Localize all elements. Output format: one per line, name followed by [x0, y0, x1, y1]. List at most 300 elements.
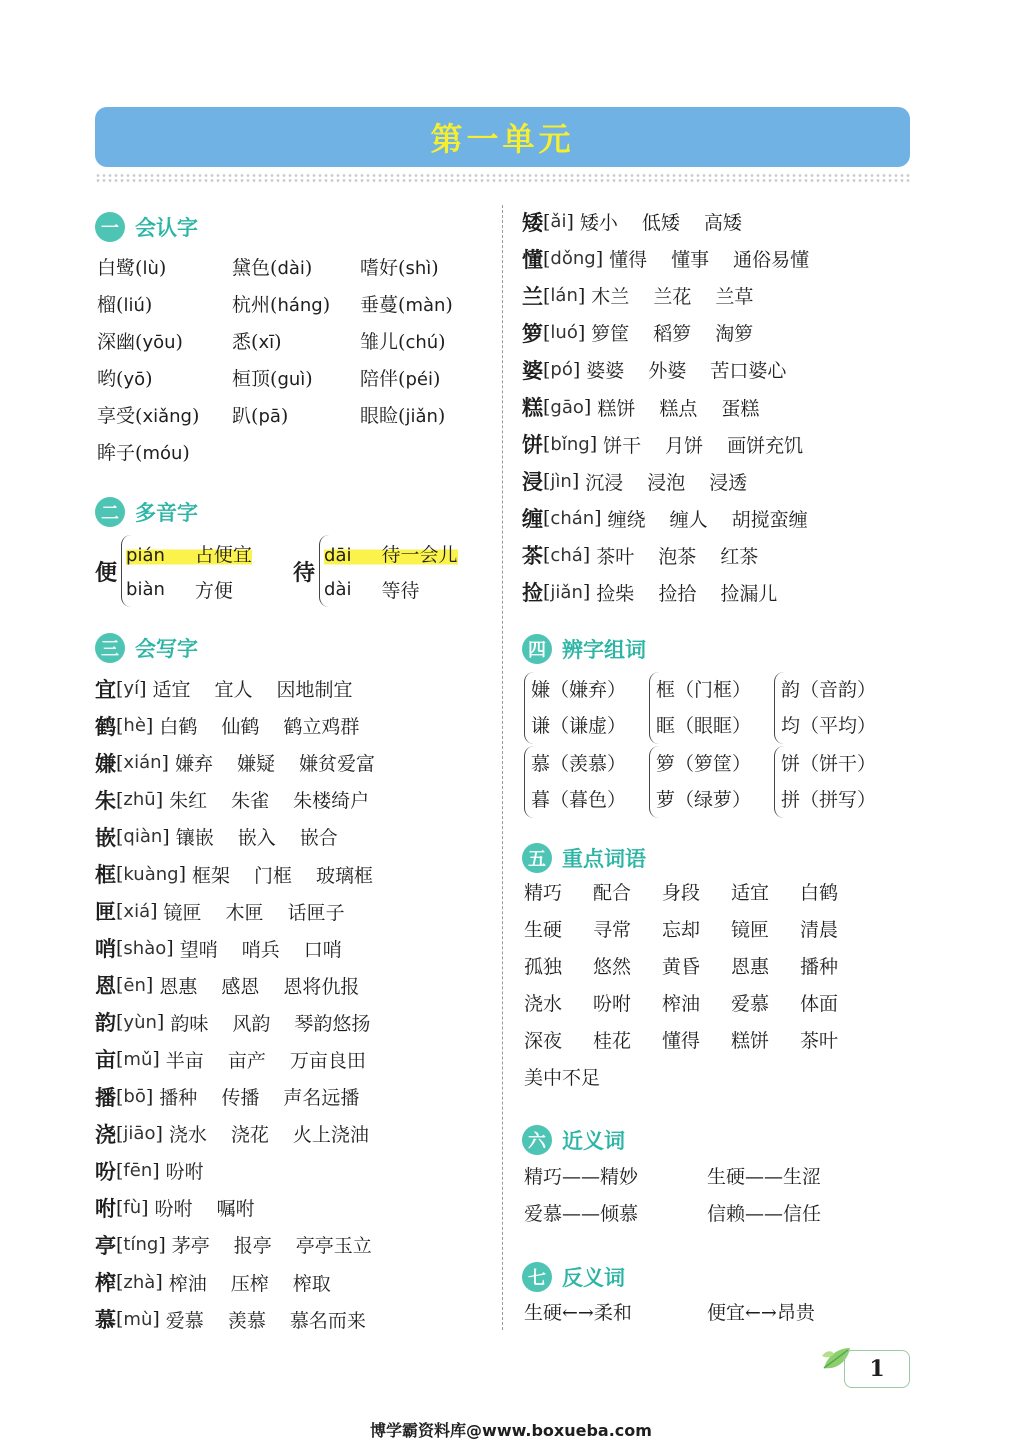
write-words [609, 245, 833, 272]
recognize-pinyin: guì [277, 369, 306, 390]
keyword: 美中不足 [524, 1067, 601, 1089]
write-words [591, 319, 777, 346]
section-title: 会认字 [135, 216, 198, 240]
recognize-pinyin: jiǎn [405, 406, 438, 427]
write-words [155, 1194, 279, 1221]
write-word: 传播 [221, 1087, 260, 1110]
write-word: 宜人 [214, 679, 253, 702]
polyphone-pinyin: dài [324, 578, 352, 600]
write-word: 韵味 [170, 1012, 209, 1035]
write-word: 茶叶 [596, 545, 635, 568]
write-pinyin: jiāo [123, 1123, 156, 1145]
write-word: 懂事 [671, 249, 710, 272]
write-char: 亩 [95, 1047, 116, 1073]
keyword: 悠然 [593, 956, 632, 978]
keyword: 白鹤 [800, 882, 839, 904]
write-word: 框架 [192, 864, 231, 887]
keyword: 孤独 [524, 956, 563, 978]
write-char: 榨 [95, 1270, 116, 1296]
section-title: 反义词 [562, 1266, 625, 1290]
write-words [172, 1231, 396, 1258]
write-pinyin: xiá [123, 900, 151, 922]
synonym-pair: 精巧——精妙 [524, 1166, 639, 1188]
write-pinyin: bō [123, 1086, 146, 1108]
write-word: 捡拾 [658, 582, 697, 605]
write-word: 缠绕 [607, 508, 646, 531]
section-number: 五 [522, 843, 552, 873]
write-pinyin: fù [123, 1197, 142, 1219]
distinguish-item: 萝（绿萝） [656, 789, 752, 811]
section-number: 六 [522, 1125, 552, 1155]
section-keywords-header [522, 843, 646, 873]
write-word: 半亩 [165, 1049, 204, 1072]
antonyms-grid [524, 1298, 857, 1335]
keyword: 吩咐 [593, 993, 632, 1015]
distinguish-pair [774, 746, 899, 818]
write-word: 因地制宜 [276, 679, 353, 702]
write-pinyin: mǔ [123, 1048, 153, 1070]
keyword: 桂花 [593, 1030, 632, 1052]
write-char: 浇 [95, 1121, 116, 1147]
write-row: 框 [ kuàng ] 框架 门框 玻璃框 [95, 855, 399, 892]
write-row: 嵌 [ qiàn ] 镶嵌 嵌入 嵌合 [95, 818, 399, 855]
section-title: 辨字组词 [562, 638, 646, 662]
distinguish-item: 框（门框） [656, 679, 752, 701]
write-word: 捡柴 [596, 582, 635, 605]
keyword: 浇水 [524, 993, 563, 1015]
write-pinyin: qiàn [123, 826, 163, 848]
unit-title: 第一单元 [430, 120, 575, 158]
distinguish-grid [524, 672, 899, 818]
recognize-item: 深幽(yōu) [97, 331, 183, 353]
section-number: 二 [95, 497, 125, 527]
write-words [169, 1269, 355, 1296]
write-words [170, 1009, 394, 1036]
distinguish-item: 眶（眼眶） [656, 715, 752, 737]
write-word: 慕名而来 [289, 1309, 366, 1332]
distinguish-pair [524, 672, 649, 744]
write-row: 嫌 [ xián ] 嫌弃 嫌疑 嫌贫爱富 [95, 744, 399, 781]
write-word: 榨取 [292, 1272, 331, 1295]
write-pinyin: fēn [123, 1160, 153, 1182]
recognize-word: 白鹭 [97, 257, 136, 279]
write-word: 嵌合 [299, 827, 338, 850]
write-pinyin: tíng [123, 1234, 159, 1256]
antonym-pair: 生硬←→柔和 [524, 1302, 632, 1324]
write-words [586, 356, 810, 383]
recognize-item: 榴(liú) [97, 294, 153, 316]
write-char: 吩 [95, 1158, 116, 1184]
write-char: 嫌 [95, 750, 116, 776]
section-write-header [95, 633, 198, 663]
write-word: 稻箩 [653, 323, 692, 346]
write-pinyin: xián [123, 752, 162, 774]
write-word: 箩筐 [591, 323, 630, 346]
section-synonyms-header [522, 1125, 625, 1155]
write-pinyin: yí [123, 678, 140, 700]
write-word: 朱楼绮户 [293, 790, 370, 813]
distinguish-item: 嫌（嫌弃） [531, 679, 627, 701]
write-words [166, 1306, 390, 1333]
write-words [596, 542, 782, 569]
keyword: 糕饼 [731, 1030, 770, 1052]
write-row: 箩 [ luó ] 箩筐 稻箩 淘箩 [522, 314, 833, 351]
write-word: 沉浸 [585, 471, 624, 494]
write-row: 榨 [ zhà ] 榨油 压榨 榨取 [95, 1264, 399, 1301]
write-pinyin: yùn [123, 1011, 157, 1033]
write-word: 嵌入 [237, 827, 276, 850]
recognize-word: 黛色 [232, 257, 271, 279]
write-row: 浇 [ jiāo ] 浇水 浇花 火上浇油 [95, 1115, 399, 1152]
write-word: 兰花 [653, 286, 692, 309]
write-pinyin: hè [123, 715, 146, 737]
recognize-pinyin: yō [123, 369, 146, 390]
write-word: 琴韵悠扬 [294, 1012, 371, 1035]
synonym-pair: 爱慕——倾慕 [524, 1203, 639, 1225]
write-word: 饼干 [603, 434, 642, 457]
recognize-pinyin: péi [405, 369, 433, 390]
write-char: 捡 [522, 580, 543, 606]
write-word: 羡慕 [227, 1309, 266, 1332]
recognize-pinyin: pā [258, 406, 281, 427]
write-char: 懂 [522, 246, 543, 272]
write-pinyin: pó [550, 359, 573, 381]
write-pinyin: ēn [123, 974, 146, 996]
synonym-pair: 生硬——生涩 [707, 1166, 822, 1188]
write-words [159, 972, 383, 999]
recognize-pinyin: yōu [142, 332, 176, 353]
section-title: 近义词 [562, 1129, 625, 1153]
write-row: 宜 [ yí ] 适宜 宜人 因地制宜 [95, 670, 399, 707]
write-words [175, 749, 399, 776]
keyword: 体面 [800, 993, 839, 1015]
recognize-item: 嗜好(shì) [360, 257, 439, 279]
write-words [159, 712, 383, 739]
keyword: 精巧 [524, 882, 563, 904]
recognize-item: 趴(pā) [232, 405, 289, 427]
write-pinyin: chá [550, 544, 583, 566]
recognize-word: 悉 [232, 331, 252, 353]
write-words [159, 1083, 383, 1110]
write-word: 糕点 [659, 397, 698, 420]
write-word: 鹤立鸡群 [283, 716, 360, 739]
write-words [591, 282, 777, 309]
write-word: 泡茶 [658, 545, 697, 568]
recognize-word: 深幽 [97, 331, 136, 353]
write-char: 朱 [95, 787, 116, 813]
keyword: 生硬 [524, 919, 563, 941]
write-row: 亭 [ tíng ] 茅亭 报亭 亭亭玉立 [95, 1226, 399, 1263]
write-row: 婆 [ pó ] 婆婆 外婆 苦口婆心 [522, 351, 833, 388]
write-pinyin: jìn [550, 470, 572, 492]
section-number: 七 [522, 1262, 552, 1292]
section-antonyms-header [522, 1262, 625, 1292]
recognize-pinyin: xiǎng [142, 406, 192, 427]
write-word: 镜匣 [163, 901, 202, 924]
write-char: 嵌 [95, 824, 116, 850]
write-word: 玻璃框 [316, 864, 374, 887]
write-row: 韵 [ yùn ] 韵味 风韵 琴韵悠扬 [95, 1004, 399, 1041]
keyword: 忘却 [662, 919, 701, 941]
write-words [597, 394, 783, 421]
write-word: 浇水 [168, 1124, 207, 1147]
write-char: 咐 [95, 1195, 116, 1221]
write-char: 亭 [95, 1232, 116, 1258]
write-word: 爱慕 [165, 1309, 204, 1332]
recognize-word: 享受 [97, 405, 136, 427]
section-number: 三 [95, 633, 125, 663]
write-word: 木匣 [225, 901, 264, 924]
write-words [596, 579, 801, 606]
write-char: 慕 [95, 1307, 116, 1333]
write-pinyin: bǐng [550, 433, 590, 455]
write-words [580, 208, 766, 235]
polyphone-pinyin: pián [126, 544, 165, 566]
keyword: 黄昏 [662, 956, 701, 978]
write-char: 缠 [522, 506, 543, 532]
section-number: 一 [95, 212, 125, 242]
polyphone-pinyin: biàn [126, 578, 165, 600]
dotted-divider [95, 173, 910, 183]
keyword: 身段 [662, 882, 701, 904]
write-word: 万亩良田 [289, 1049, 366, 1072]
write-row: 恩 [ ēn ] 恩惠 感恩 恩将仇报 [95, 967, 399, 1004]
write-pinyin: luó [550, 322, 578, 344]
recognize-pinyin: shì [405, 258, 432, 279]
write-word: 高矮 [703, 212, 742, 235]
write-word: 播种 [159, 1087, 198, 1110]
recognize-word: 趴 [232, 405, 252, 427]
write-row: 矮 [ ǎi ] 矮小 低矮 高矮 [522, 203, 833, 240]
recognize-item: 眸子(móu) [97, 442, 190, 464]
keyword: 清晨 [800, 919, 839, 941]
write-char: 鹤 [95, 713, 116, 739]
polyphone-char: 待 [293, 559, 316, 586]
keyword: 播种 [800, 956, 839, 978]
write-word: 外婆 [648, 360, 687, 383]
keyword: 镜匣 [731, 919, 770, 941]
recognize-item: 悉(xī) [232, 331, 282, 353]
write-char: 宜 [95, 676, 116, 702]
write-row: 朱 [ zhū ] 朱红 朱雀 朱楼绮户 [95, 781, 399, 818]
write-pinyin: kuàng [123, 863, 179, 885]
write-char: 哨 [95, 936, 116, 962]
write-word: 苦口婆心 [710, 360, 787, 383]
recognize-pinyin: háng [277, 295, 323, 316]
write-char: 饼 [522, 432, 543, 458]
polyphone-word: 方便 [194, 579, 233, 602]
recognize-item: 垂蔓(màn) [360, 294, 453, 316]
antonym-pair: 便宜←→昂贵 [707, 1302, 815, 1324]
write-word: 仙鹤 [221, 716, 260, 739]
recognize-item: 陪伴(péi) [360, 368, 441, 390]
write-row: 咐 [ fù ] 吩咐 嘱咐 [95, 1189, 399, 1226]
write-word: 报亭 [233, 1235, 272, 1258]
write-word: 话匣子 [287, 901, 345, 924]
polyphone-word: 待一会儿 [381, 543, 458, 566]
write-words [585, 468, 771, 495]
write-pinyin: chán [550, 507, 595, 529]
write-words [603, 431, 827, 458]
section-recognize-header [95, 212, 198, 242]
distinguish-item: 谦（谦虚） [531, 715, 627, 737]
write-word: 浸泡 [647, 471, 686, 494]
page-number: 1 [869, 1356, 885, 1382]
write-word: 压榨 [230, 1272, 269, 1295]
footer-watermark: 博学霸资料库@www.boxueba.com [370, 1421, 652, 1440]
write-word: 火上浇油 [292, 1124, 369, 1147]
distinguish-pair [774, 672, 899, 744]
write-word: 画饼充饥 [727, 434, 804, 457]
recognize-item: 白鹭(lù) [97, 257, 167, 279]
recognize-word: 眸子 [97, 442, 136, 464]
write-row: 糕 [ gāo ] 糕饼 糕点 蛋糕 [522, 388, 833, 425]
keyword: 配合 [593, 882, 632, 904]
recognize-item: 雏儿(chú) [360, 331, 446, 353]
recognize-item: 桓顶(guì) [232, 368, 313, 390]
distinguish-pair [649, 746, 774, 818]
write-words [176, 823, 362, 850]
write-char: 播 [95, 1084, 116, 1110]
write-row: 饼 [ bǐng ] 饼干 月饼 画饼充饥 [522, 426, 833, 463]
write-word: 月饼 [665, 434, 704, 457]
keyword: 榨油 [662, 993, 701, 1015]
distinguish-item: 慕（羡慕） [531, 753, 627, 775]
distinguish-item: 暮（暮色） [531, 789, 627, 811]
write-char: 兰 [522, 283, 543, 309]
write-pinyin: shào [123, 937, 167, 959]
recognize-word: 雏儿 [360, 331, 399, 353]
recognize-pinyin: liú [123, 295, 145, 316]
write-char: 箩 [522, 320, 543, 346]
write-word: 婆婆 [586, 360, 625, 383]
write-words [180, 935, 366, 962]
write-pinyin: ǎi [550, 211, 567, 233]
keyword: 懂得 [662, 1030, 701, 1052]
recognize-pinyin: dài [277, 258, 305, 279]
write-word: 矮小 [579, 212, 618, 235]
write-list-right [522, 203, 833, 611]
keyword: 适宜 [731, 882, 770, 904]
write-char: 茶 [522, 543, 543, 569]
write-word: 蛋糕 [721, 397, 760, 420]
write-row: 茶 [ chá ] 茶叶 泡茶 红茶 [522, 537, 833, 574]
write-row: 鹤 [ hè ] 白鹤 仙鹤 鹤立鸡群 [95, 707, 399, 744]
write-pinyin: gāo [550, 396, 584, 418]
section-title: 会写字 [135, 637, 198, 661]
write-char: 匣 [95, 899, 116, 925]
recognize-word: 杭州 [232, 294, 271, 316]
write-words [164, 898, 369, 925]
write-words [192, 861, 397, 888]
recognize-item: 杭州(háng) [232, 294, 331, 316]
write-word: 糕饼 [597, 397, 636, 420]
write-word: 吩咐 [154, 1198, 193, 1221]
write-word: 镶嵌 [175, 827, 214, 850]
write-row: 兰 [ lán ] 木兰 兰花 兰草 [522, 277, 833, 314]
write-word: 适宜 [152, 679, 191, 702]
polyphone-word: 等待 [381, 579, 420, 602]
section-title: 多音字 [135, 501, 198, 525]
write-char: 恩 [95, 973, 116, 999]
write-word: 兰草 [715, 286, 754, 309]
polyphone-highlight [324, 540, 457, 567]
write-char: 框 [95, 862, 116, 888]
recognize-grid [97, 253, 510, 475]
recognize-word: 榴 [97, 294, 117, 316]
write-words [166, 1157, 228, 1184]
distinguish-pair [524, 746, 649, 818]
write-word: 茅亭 [171, 1235, 210, 1258]
write-word: 浇花 [230, 1124, 269, 1147]
write-word: 亩产 [227, 1049, 266, 1072]
recognize-word: 哟 [97, 368, 117, 390]
distinguish-item: 韵（音韵） [781, 679, 877, 701]
distinguish-item: 箩（箩筐） [656, 753, 752, 775]
keyword: 茶叶 [800, 1030, 839, 1052]
write-words [608, 505, 832, 532]
write-pinyin: zhū [123, 789, 156, 811]
write-row: 哨 [ shào ] 望哨 哨兵 口哨 [95, 930, 399, 967]
recognize-item: 享受(xiǎng) [97, 405, 200, 427]
write-words [153, 675, 377, 702]
synonyms-grid [524, 1162, 857, 1236]
unit-banner [95, 107, 910, 167]
distinguish-pair [649, 672, 774, 744]
page-number-box [844, 1350, 910, 1388]
write-word: 嫌贫爱富 [298, 753, 375, 776]
write-word: 通俗易懂 [733, 249, 810, 272]
write-word: 声名远播 [283, 1087, 360, 1110]
write-word: 恩惠 [159, 975, 198, 998]
write-word: 嫌弃 [174, 753, 213, 776]
write-row: 缠 [ chán ] 缠绕 缠人 胡搅蛮缠 [522, 500, 833, 537]
write-word: 门框 [254, 864, 293, 887]
polyphone-char: 便 [95, 559, 118, 586]
recognize-word: 垂蔓 [360, 294, 399, 316]
write-word: 榨油 [168, 1272, 207, 1295]
polyphone-word: 占便宜 [194, 543, 252, 566]
write-word: 嘱咐 [216, 1198, 255, 1221]
write-row: 捡 [ jiǎn ] 捡柴 捡拾 捡漏儿 [522, 574, 833, 611]
write-word: 木兰 [591, 286, 630, 309]
write-word: 感恩 [221, 975, 260, 998]
write-row: 懂 [ dǒng ] 懂得 懂事 通俗易懂 [522, 240, 833, 277]
write-word: 胡搅蛮缠 [731, 508, 808, 531]
recognize-item: 黛色(dài) [232, 257, 313, 279]
section-number: 四 [522, 634, 552, 664]
keyword: 深夜 [524, 1030, 563, 1052]
write-word: 恩将仇报 [283, 975, 360, 998]
keywords-grid [524, 878, 869, 1100]
write-word: 风韵 [232, 1012, 271, 1035]
write-word: 捡漏儿 [720, 582, 778, 605]
recognize-item: 哟(yō) [97, 368, 153, 390]
write-word: 浸透 [709, 471, 748, 494]
recognize-pinyin: xī [258, 332, 275, 353]
write-pinyin: jiǎn [550, 581, 583, 603]
write-row: 慕 [ mù ] 爱慕 羡慕 慕名而来 [95, 1301, 399, 1338]
write-row: 播 [ bō ] 播种 传播 声名远播 [95, 1078, 399, 1115]
write-list-left [95, 670, 399, 1338]
recognize-pinyin: lù [142, 258, 159, 279]
polyphone-bian [95, 535, 252, 607]
recognize-item: 眼睑(jiǎn) [360, 405, 446, 427]
recognize-word: 眼睑 [360, 405, 399, 427]
recognize-pinyin: màn [405, 295, 446, 316]
distinguish-item: 均（平均） [781, 715, 877, 737]
recognize-pinyin: chú [405, 332, 439, 353]
